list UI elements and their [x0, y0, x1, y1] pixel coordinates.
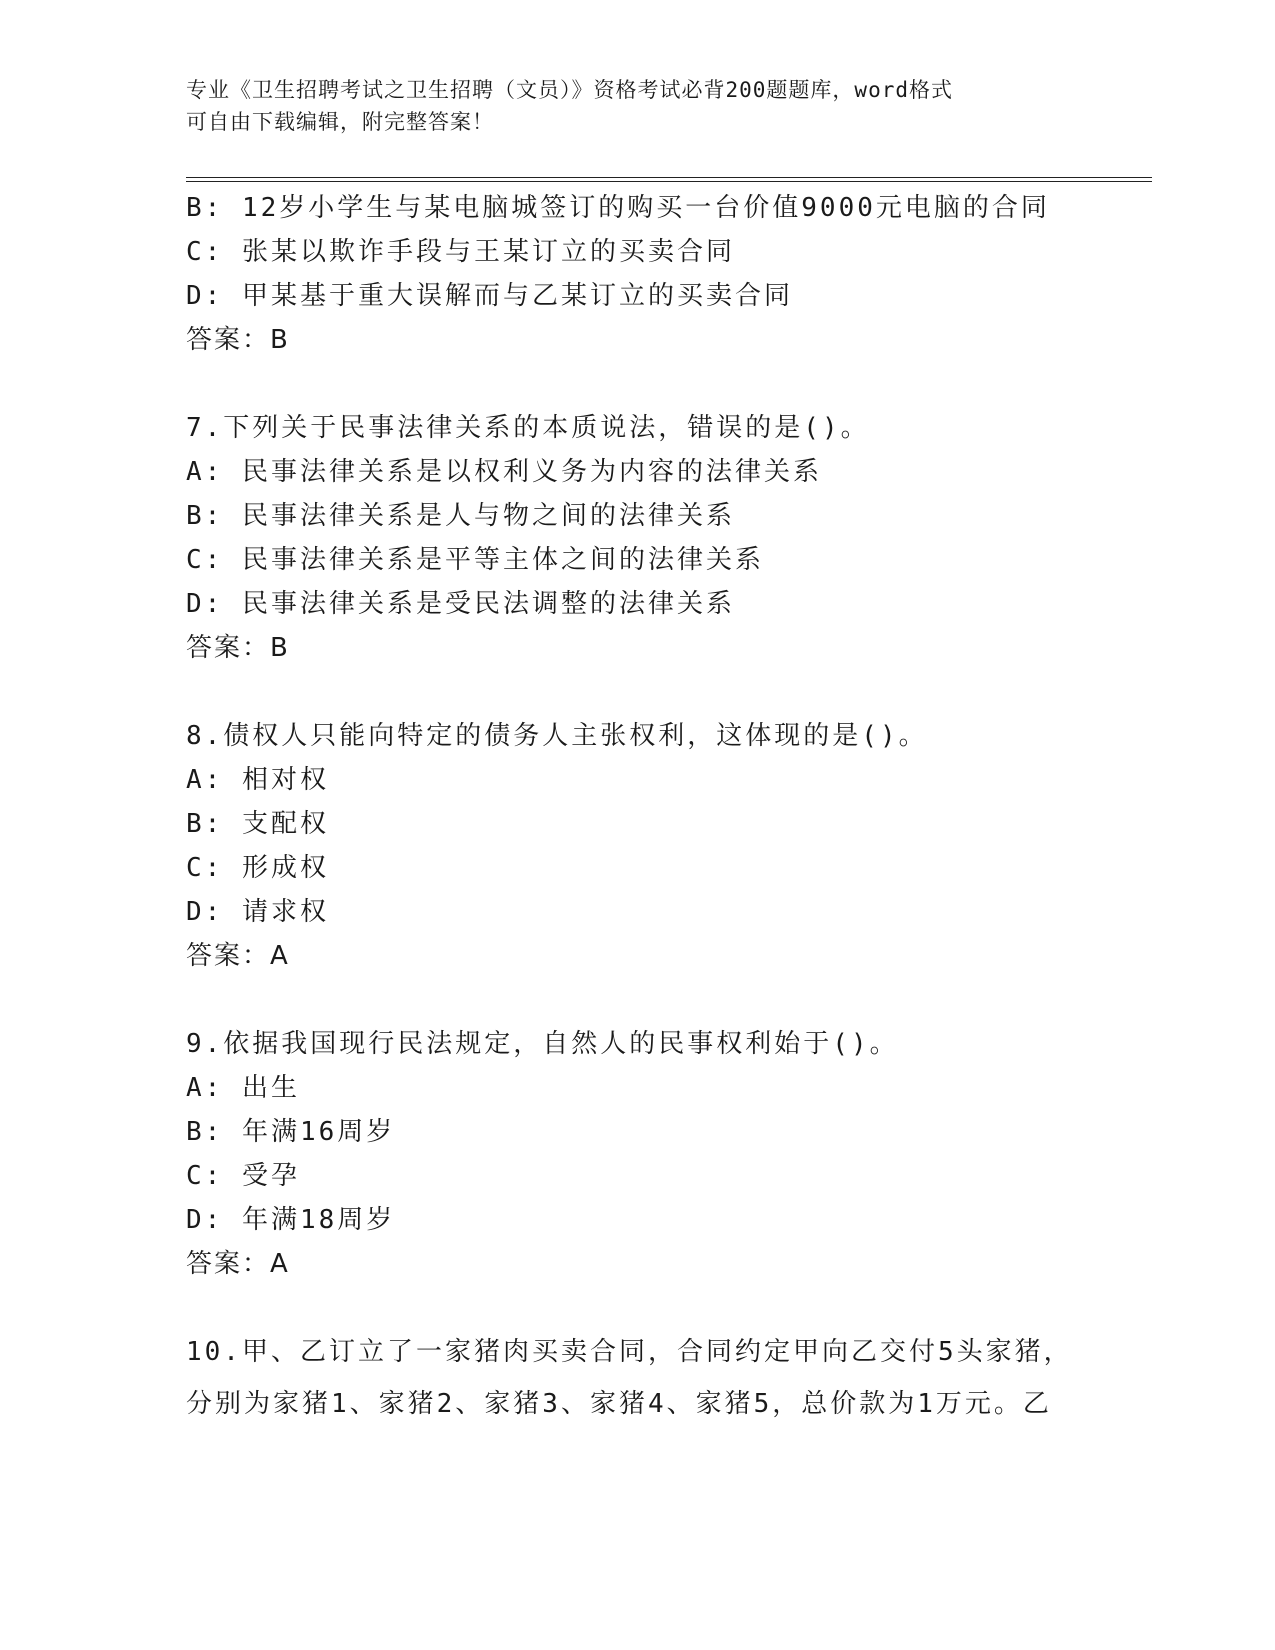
- question-9-stem: 9.依据我国现行民法规定，自然人的民事权利始于()。: [186, 1029, 899, 1059]
- question-7-answer: 答案：B: [186, 633, 290, 663]
- question-7-option-c: C: 民事法律关系是平等主体之间的法律关系: [186, 545, 764, 575]
- question-10-stem-line-2: 分别为家猪1、家猪2、家猪3、家猪4、家猪5，总价款为1万元。乙: [186, 1389, 1052, 1419]
- question-8-stem: 8.债权人只能向特定的债务人主张权利，这体现的是()。: [186, 721, 928, 751]
- header-divider-bottom: [186, 181, 1152, 182]
- answer-line: 答案：B: [186, 325, 290, 355]
- option-c: C: 张某以欺诈手段与王某订立的买卖合同: [186, 237, 735, 267]
- option-b: B: 12岁小学生与某电脑城签订的购买一台价值9000元电脑的合同: [186, 193, 1050, 223]
- question-7-option-a: A: 民事法律关系是以权利义务为内容的法律关系: [186, 457, 822, 487]
- question-9-option-d: D: 年满18周岁: [186, 1205, 396, 1235]
- question-9-option-b: B: 年满16周岁: [186, 1117, 396, 1147]
- header-line-2: 可自由下载编辑，附完整答案！: [186, 110, 494, 134]
- question-8-option-b: B: 支配权: [186, 809, 329, 839]
- question-7-option-b: B: 民事法律关系是人与物之间的法律关系: [186, 501, 735, 531]
- option-d: D: 甲某基于重大误解而与乙某订立的买卖合同: [186, 281, 793, 311]
- header-line-1: 专业《卫生招聘考试之卫生招聘（文员）》资格考试必背200题题库，word格式: [186, 78, 953, 102]
- question-10-stem-line-1: 10.甲、乙订立了一家猪肉买卖合同，合同约定甲向乙交付5头家猪，: [186, 1337, 1073, 1367]
- question-8-answer: 答案：A: [186, 941, 290, 971]
- question-8-option-d: D: 请求权: [186, 897, 329, 927]
- question-9-answer: 答案：A: [186, 1249, 290, 1279]
- document-header: [186, 74, 1066, 138]
- question-8-option-c: C: 形成权: [186, 853, 329, 883]
- question-7-option-d: D: 民事法律关系是受民法调整的法律关系: [186, 589, 735, 619]
- question-7-stem: 7.下列关于民事法律关系的本质说法，错误的是()。: [186, 413, 870, 443]
- header-divider-top: [186, 177, 1152, 178]
- question-9-option-a: A: 出生: [186, 1073, 300, 1103]
- question-9-option-c: C: 受孕: [186, 1161, 300, 1191]
- question-8-option-a: A: 相对权: [186, 765, 329, 795]
